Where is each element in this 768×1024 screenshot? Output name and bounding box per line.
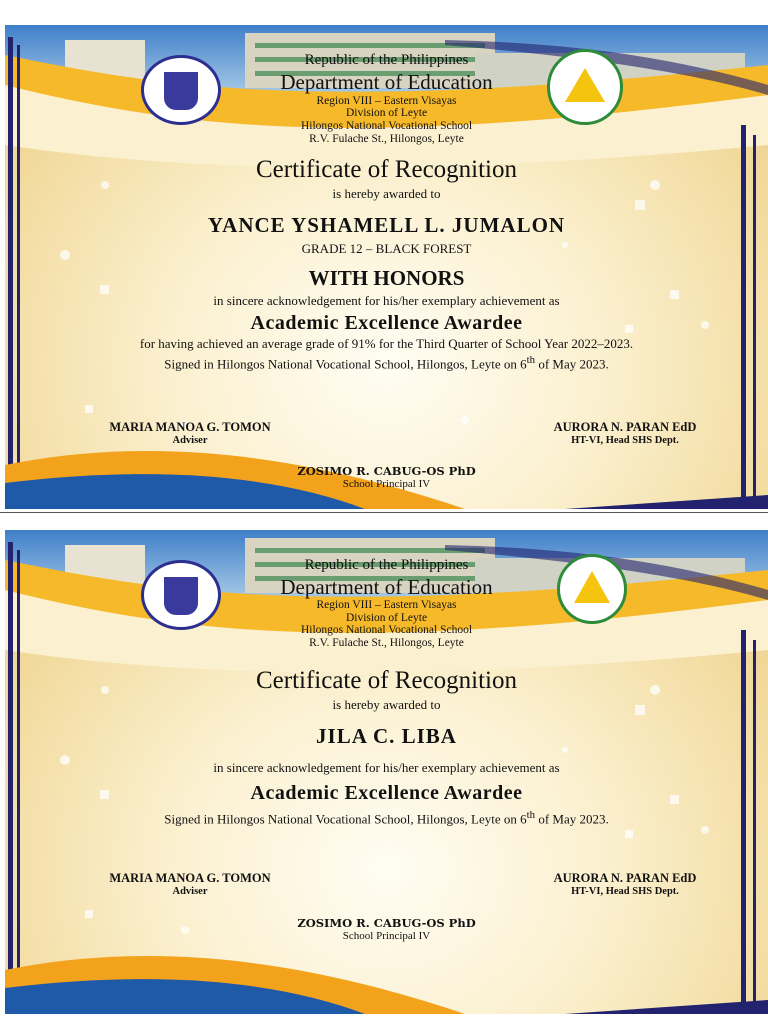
school-text: Hilongos National Vocational School [300,120,473,132]
certificate-title: Certificate of Recognition [255,667,518,694]
signed-sup: th [526,809,536,821]
principal-signature [5,916,768,942]
principal-role: School Principal IV [342,930,431,942]
awarded-text: is hereby awarded to [332,186,441,201]
republic-text: Republic of the Philippines [304,52,469,68]
principal-name: ZOSIMO R. CABUG-OS PhD [297,916,476,930]
head-name: AURORA N. PARAN EdD [553,871,697,885]
signed-pre: Signed in Hilongos National Vocational School, Hilongos, Leyte on 6 [164,356,527,372]
head-role: HT-VI, Head SHS Dept. [571,886,679,897]
principal-signature [5,464,768,490]
certificate-title: Certificate of Recognition [255,156,518,183]
page-divider [0,512,768,513]
head-signature [525,871,725,897]
adviser-role: Adviser [172,435,208,446]
principal-role: School Principal IV [342,478,431,490]
signed-text [5,809,768,827]
signed-post: of May 2023. [535,356,609,372]
region-text: Region VIII – Eastern Visayas [316,95,457,107]
adviser-signature [90,420,290,446]
signed-sup: th [526,354,536,366]
address-text: R.V. Fulache St., Hilongos, Leyte [309,637,464,649]
adviser-name: MARIA MANOA G. TOMON [109,871,271,885]
signed-pre: Signed in Hilongos National Vocational School, Hilongos, Leyte on 6 [164,811,527,827]
honors-text: WITH HONORS [308,266,465,290]
region-text: Region VIII – Eastern Visayas [316,599,457,611]
school-text: Hilongos National Vocational School [300,624,473,636]
acknowledgement-text: in sincere acknowledgement for his/her exemplary achievement as [213,293,560,308]
award-title: Academic Excellence Awardee [250,312,523,334]
division-text: Division of Leyte [345,107,428,119]
certificate-1 [5,25,768,509]
award-detail-text: for having achieved an average grade of 91% for the Third Quarter of School Year 2022–2023. [139,336,634,351]
adviser-name: MARIA MANOA G. TOMON [109,420,271,434]
acknowledgement-text: in sincere acknowledgement for his/her exemplary achievement as [213,760,560,775]
award-title: Academic Excellence Awardee [250,782,523,804]
department-text: Department of Education [280,70,493,94]
republic-text: Republic of the Philippines [304,557,469,573]
principal-name: ZOSIMO R. CABUG-OS PhD [297,464,476,478]
signed-post: of May 2023. [535,811,609,827]
adviser-role: Adviser [172,886,208,897]
certificate-2 [5,530,768,1014]
adviser-signature [90,871,290,897]
head-role: HT-VI, Head SHS Dept. [571,435,679,446]
address-text: R.V. Fulache St., Hilongos, Leyte [309,133,464,145]
head-signature [525,420,725,446]
recipient-name: YANCE YSHAMELL L. JUMALON [207,213,566,237]
awarded-text: is hereby awarded to [332,697,441,712]
division-text: Division of Leyte [345,612,428,624]
head-name: AURORA N. PARAN EdD [553,420,697,434]
department-text: Department of Education [280,575,493,599]
grade-text: GRADE 12 – BLACK FOREST [301,241,472,256]
recipient-name: JILA C. LIBA [316,724,457,748]
signed-text [5,354,768,372]
